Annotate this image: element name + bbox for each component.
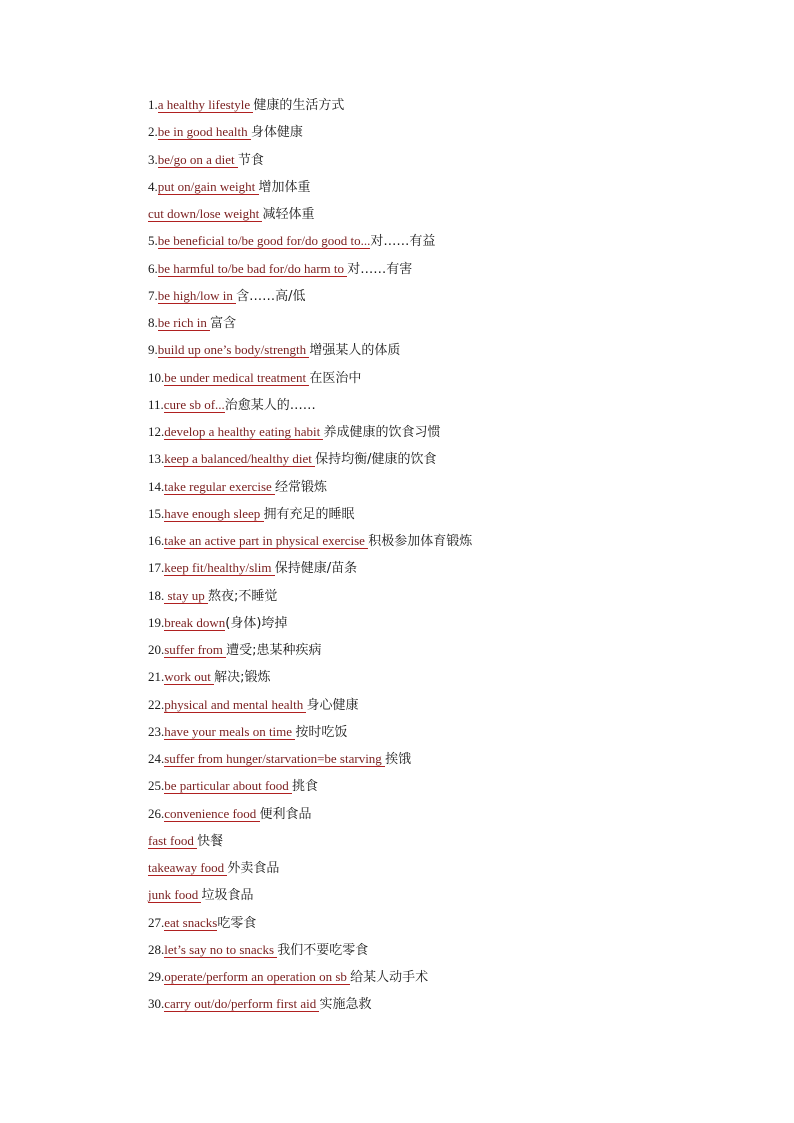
list-item [148, 204, 748, 231]
english-phrase: have enough sleep [164, 505, 264, 521]
chinese-meaning: 对……有益 [370, 234, 436, 250]
list-item [148, 586, 748, 613]
item-number: 1. [148, 97, 158, 112]
english-phrase: break down [164, 614, 226, 630]
chinese-meaning: 减轻体重 [262, 207, 315, 222]
list-item [148, 95, 748, 122]
item-number: 5. [148, 233, 158, 249]
chinese-meaning: 外卖食品 [227, 861, 280, 876]
chinese-meaning: 垃圾食品 [201, 888, 254, 904]
english-phrase: keep fit/healthy/slim [164, 560, 275, 576]
item-number: 26. [148, 805, 165, 821]
list-item [148, 122, 748, 149]
list-item [148, 858, 748, 885]
item-number: 17. [148, 560, 165, 576]
english-phrase: put on/gain weight [157, 178, 259, 194]
list-item [148, 477, 748, 504]
list-item [148, 749, 748, 776]
item-number: 7. [148, 287, 158, 303]
english-phrase: stay up [164, 587, 208, 603]
english-phrase: suffer from hunger/starvation=be starving [164, 751, 386, 766]
list-item [148, 150, 748, 177]
chinese-meaning: 健康的生活方式 [253, 98, 345, 113]
english-phrase: be under medical treatment [164, 369, 310, 385]
list-item [148, 940, 748, 967]
item-number: 29. [148, 969, 165, 984]
chinese-meaning: 养成健康的饮食习惯 [323, 425, 441, 440]
chinese-meaning: 增加体重 [258, 179, 311, 195]
item-number: 3. [148, 151, 158, 167]
english-phrase: a healthy lifestyle [157, 97, 254, 112]
english-phrase: build up one’s body/strength [157, 342, 310, 358]
chinese-meaning: 解决;锻炼 [214, 670, 271, 686]
english-phrase: take an active part in physical exercise [164, 533, 369, 548]
chinese-meaning: 快餐 [197, 833, 224, 849]
list-item [148, 368, 748, 395]
chinese-meaning: 挑食 [292, 779, 319, 795]
list-item [148, 259, 748, 286]
list-item [148, 640, 748, 667]
chinese-meaning: 便利食品 [259, 806, 312, 822]
english-phrase: have your meals on time [164, 723, 296, 739]
chinese-meaning: 节食 [237, 152, 264, 168]
list-item [148, 776, 748, 803]
english-phrase: eat snacks [164, 914, 218, 930]
list-item [148, 531, 748, 558]
list-item [148, 967, 748, 994]
english-phrase: be high/low in [157, 287, 237, 303]
english-phrase: cure sb of... [163, 396, 225, 412]
item-number: 24. [148, 751, 165, 766]
chinese-meaning: 在医治中 [309, 370, 362, 386]
list-item [148, 231, 748, 258]
item-number: 25. [148, 778, 165, 794]
english-phrase: junk food [148, 887, 202, 903]
english-phrase: develop a healthy eating habit [164, 424, 324, 439]
list-item [148, 613, 748, 640]
english-phrase: work out [164, 669, 215, 685]
chinese-meaning: 增强某人的体质 [309, 343, 401, 359]
english-phrase: suffer from [164, 642, 227, 657]
english-phrase: operate/perform an operation on sb [164, 969, 351, 984]
english-phrase: be particular about food [164, 778, 293, 794]
list-item [148, 885, 748, 912]
item-number: 30. [148, 996, 165, 1012]
chinese-meaning: 遭受;患某种疾病 [226, 643, 322, 658]
chinese-meaning: 实施急救 [319, 997, 372, 1013]
list-item [148, 313, 748, 340]
chinese-meaning: 身体健康 [250, 125, 303, 141]
item-number: 22. [148, 696, 165, 712]
item-number: 11. [148, 396, 164, 412]
chinese-meaning: 按时吃饭 [295, 724, 348, 740]
chinese-meaning: 积极参加体育锻炼 [368, 534, 473, 549]
item-number: 23. [148, 723, 165, 739]
item-number: 15. [148, 505, 165, 521]
item-number: 28. [148, 941, 165, 957]
list-item [148, 395, 748, 422]
english-phrase: be in good health [157, 124, 251, 140]
english-phrase: be/go on a diet [157, 151, 238, 167]
list-item [148, 177, 748, 204]
item-number: 8. [148, 315, 158, 330]
item-number: 21. [148, 669, 165, 685]
list-item [148, 695, 748, 722]
chinese-meaning: 对……有害 [347, 261, 413, 277]
item-number: 16. [148, 533, 165, 548]
chinese-meaning: (身体)垮掉 [225, 615, 288, 631]
chinese-meaning: 治愈某人的…… [224, 397, 316, 413]
chinese-meaning: 拥有充足的睡眠 [263, 506, 355, 522]
list-item [148, 422, 748, 449]
list-item [148, 449, 748, 476]
list-item [148, 667, 748, 694]
item-number: 12. [148, 424, 165, 439]
chinese-meaning: 含……高/低 [236, 288, 306, 304]
item-number: 9. [148, 342, 158, 358]
item-number: 18. [148, 587, 165, 603]
item-number: 4. [148, 178, 158, 194]
list-item [148, 504, 748, 531]
english-phrase: be rich in [157, 315, 211, 330]
english-phrase: physical and mental health [164, 696, 307, 712]
english-phrase: be harmful to/be bad for/do harm to [157, 260, 348, 276]
chinese-meaning: 身心健康 [306, 697, 359, 713]
phrase-list [148, 95, 748, 1022]
english-phrase: keep a balanced/healthy diet [164, 451, 316, 467]
item-number: 19. [148, 614, 165, 630]
list-item [148, 340, 748, 367]
list-item [148, 994, 748, 1021]
list-item [148, 286, 748, 313]
english-phrase: take regular exercise [164, 478, 276, 494]
chinese-meaning: 吃零食 [217, 915, 257, 931]
chinese-meaning: 给某人动手术 [350, 970, 429, 985]
english-phrase: fast food [148, 832, 198, 848]
chinese-meaning: 富含 [210, 316, 237, 331]
english-phrase: be beneficial to/be good for/do good to... [157, 233, 371, 249]
item-number: 2. [148, 124, 158, 140]
chinese-meaning: 挨饿 [385, 752, 412, 767]
list-item [148, 722, 748, 749]
list-item [148, 913, 748, 940]
english-phrase: let’s say no to snacks [164, 941, 278, 957]
list-item [148, 831, 748, 858]
chinese-meaning: 熬夜;不睡觉 [207, 588, 278, 604]
item-number: 14. [148, 478, 165, 494]
english-phrase: cut down/lose weight [148, 206, 263, 221]
english-phrase: carry out/do/perform first aid [164, 996, 320, 1012]
item-number: 6. [148, 260, 158, 276]
chinese-meaning: 经常锻炼 [275, 479, 328, 495]
english-phrase: takeaway food [148, 860, 228, 875]
chinese-meaning: 保持健康/苗条 [274, 561, 358, 577]
english-phrase: convenience food [164, 805, 260, 821]
list-item [148, 558, 748, 585]
chinese-meaning: 保持均衡/健康的饮食 [315, 452, 437, 468]
item-number: 20. [148, 642, 165, 657]
item-number: 10. [148, 369, 165, 385]
chinese-meaning: 我们不要吃零食 [277, 942, 369, 958]
list-item [148, 804, 748, 831]
item-number: 27. [148, 914, 165, 930]
item-number: 13. [148, 451, 165, 467]
